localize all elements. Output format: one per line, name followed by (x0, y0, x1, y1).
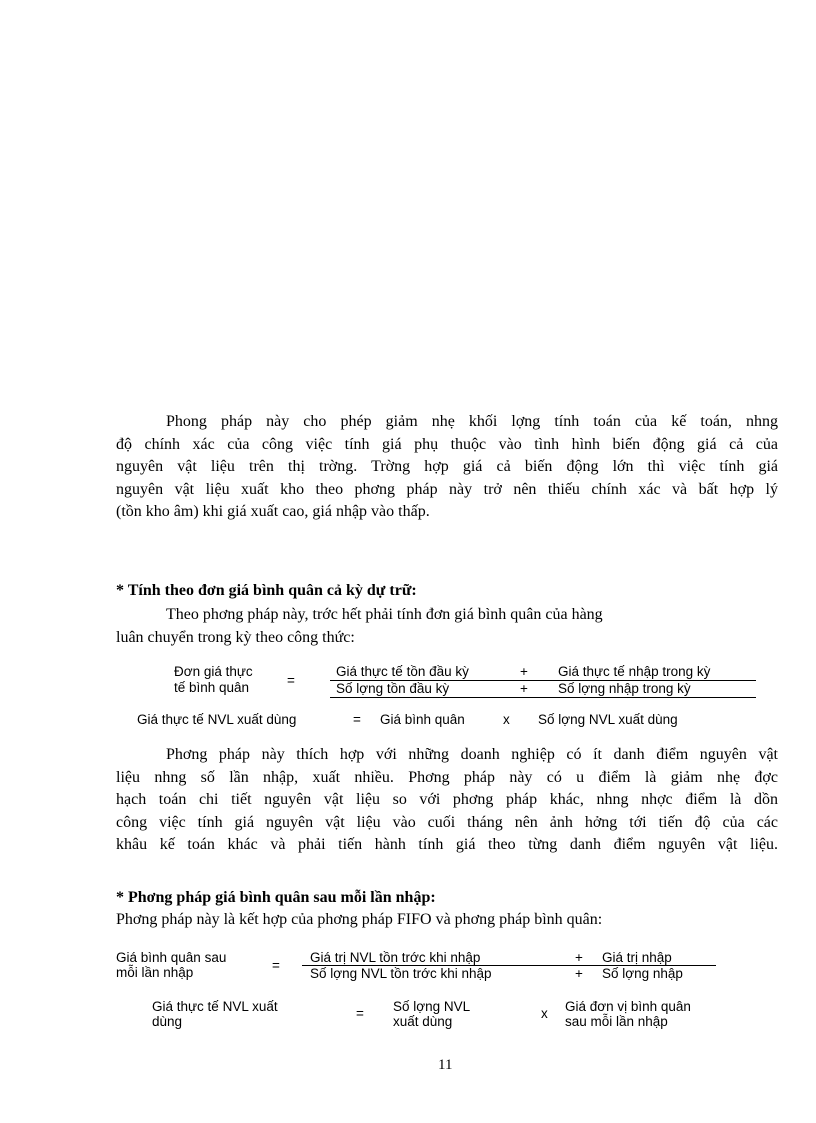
formula-equals: = (272, 958, 280, 973)
formula-numerator-b: Giá trị nhập (602, 950, 672, 965)
paragraph-4: Phơng pháp này là kết hợp của phơng pháp FIFO và phơng pháp bình quân: (116, 911, 603, 928)
section-heading-average-period: * Tính theo đơn giá bình quân cả kỳ dự trữ: (116, 582, 417, 599)
formula-numerator-a: Giá thực tế tồn đầu kỳ (336, 664, 469, 679)
formula-times: x (503, 712, 510, 727)
formula-denominator-plus: + (575, 966, 583, 981)
formula-lhs: Giá thực tế NVL xuất dùng (137, 712, 297, 727)
text-line: luân chuyển trong kỳ theo công thức: (116, 628, 355, 646)
text-line: Theo phơng pháp này, trớc hết phải tính đơn giá bình quân của hàng (166, 606, 603, 623)
formula-term-a: Giá bình quân (380, 712, 465, 727)
text-line: liệu nhng số lần nhập, xuất nhiều. Phơng pháp này có u điểm là giảm nhẹ đợc (116, 768, 778, 786)
paragraph-2 (116, 604, 716, 649)
formula-mid-line2: xuất dùng (393, 1014, 453, 1029)
text-line: (tồn kho âm) khi giá xuất cao, giá nhập vào thấp. (116, 503, 430, 521)
formula-denominator-b: Số lợng nhập trong kỳ (558, 681, 691, 696)
text-line: Phong pháp này cho phép giảm nhẹ khối lợng tính toán của kế toán, nhng (166, 413, 778, 430)
formula-denominator-b: Số lợng nhập (602, 966, 683, 981)
formula-lhs-line2: dùng (152, 1014, 183, 1029)
formula-equals: = (287, 673, 295, 688)
formula-numerator-a: Giá trị NVL tồn trớc khi nhập (310, 950, 481, 965)
formula-equals: = (356, 1006, 364, 1021)
text-line: hạch toán chi tiết nguyên vật liệu so với phơng pháp khác, nhng nhợc điểm là dồn (116, 791, 778, 809)
page-number: 11 (438, 1057, 453, 1073)
paragraph-1 (116, 411, 778, 524)
formula-lhs-line1: Giá bình quân sau (116, 950, 227, 965)
text-line: Phơng pháp này thích hợp với những doanh nghiệp có ít danh điểm nguyên vật (166, 746, 778, 763)
text-line: nguyên vật liệu trên thị trờng. Trờng hợp giá cả biến động lớn thì việc tính giá (116, 458, 778, 476)
formula-rhs-line2: sau mỗi lần nhập (565, 1014, 668, 1029)
formula-denominator-plus: + (520, 681, 528, 696)
text-line: khâu kế toán khác và phải tiến hành tính giá theo từng danh điểm nguyên vật liệu. (116, 836, 778, 854)
formula-numerator-plus: + (575, 950, 583, 965)
formula-lhs-line2: tế bình quân (174, 680, 250, 695)
formula-denominator-a: Số lợng tồn đầu kỳ (336, 681, 450, 696)
paragraph-3 (116, 744, 778, 857)
formula-equals: = (353, 712, 361, 727)
text-line: nguyên vật liệu xuất kho theo phơng pháp này trở nên thiếu chính xác và bất hợp lý (116, 480, 778, 498)
section-heading-moving-average: * Phơng pháp giá bình quân sau mỗi lần nhập: (116, 889, 436, 906)
formula-lhs-line1: Đơn giá thực (174, 664, 253, 679)
fraction-underline (330, 697, 756, 698)
formula-lhs-line2: mỗi lần nhập (116, 965, 194, 980)
formula-numerator-plus: + (520, 664, 528, 679)
text-line: công việc tính giá nguyên vật liệu vào cuối tháng nên ảnh hởng tới tiến độ của các (116, 813, 778, 831)
formula-denominator-a: Số lợng NVL tồn trớc khi nhập (310, 966, 492, 981)
formula-mid-line1: Số lợng NVL (393, 999, 471, 1014)
formula-times: x (541, 1006, 548, 1021)
formula-lhs-line1: Giá thực tế NVL xuất (152, 999, 278, 1014)
text-line: độ chính xác của công việc tính giá phụ thuộc vào tình hình biến động giá cả của (116, 435, 778, 453)
formula-rhs-line1: Giá đơn vị bình quân (565, 999, 691, 1014)
formula-numerator-b: Giá thực tế nhập trong kỳ (558, 664, 711, 679)
formula-term-b: Số lợng NVL xuất dùng (538, 712, 678, 727)
